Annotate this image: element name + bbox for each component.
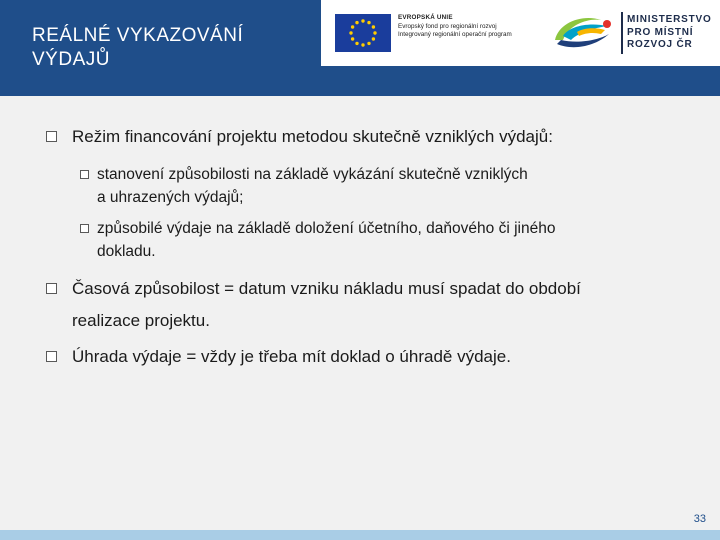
- bullet-square-icon: [46, 351, 57, 362]
- ministry-divider: [621, 12, 623, 54]
- logo-panel: [321, 0, 720, 66]
- bullet-square-icon: [80, 224, 89, 233]
- bullet-square-icon: [80, 170, 89, 179]
- bullet-square-icon: [46, 131, 57, 142]
- bullet-text: [97, 163, 528, 209]
- list-item: [46, 342, 511, 372]
- bullet-line-1: stanovení způsobilosti na základě vykázání skutečně vzniklých: [97, 166, 528, 183]
- page-number: 33: [693, 513, 706, 525]
- eu-fund: Evropský fond pro regionální rozvoj: [398, 22, 497, 30]
- bullet-text: Režim financování projektu metodou skutečně vzniklých výdajů:: [72, 127, 553, 146]
- list-item: [46, 122, 553, 152]
- eu-logo-text: [398, 14, 548, 40]
- bullet-line-1: Časová způsobilost = datum vzniku nákladu musí spadat do období: [72, 279, 581, 298]
- eu-program: Integrovaný regionální operační program: [398, 31, 512, 38]
- eu-flag-icon: [335, 14, 391, 52]
- title-line-2: VÝDAJŮ: [32, 49, 110, 70]
- eu-name: EVROPSKÁ UNIE: [398, 14, 453, 21]
- ministry-line-1: MINISTERSTVO: [627, 14, 712, 25]
- bullet-text: [72, 273, 581, 337]
- bullet-line-2: a uhrazených výdajů;: [97, 189, 244, 206]
- bullet-line-1: způsobilé výdaje na základě doložení účetního, daňového či jiného: [97, 220, 556, 237]
- ministry-line-2: PRO MÍSTNÍ: [627, 26, 694, 38]
- bullet-line-2: dokladu.: [97, 243, 156, 260]
- ministry-logo-icon: [549, 10, 617, 56]
- slide-title: [32, 24, 302, 72]
- list-item: [80, 163, 528, 209]
- bullet-text: Úhrada výdaje = vždy je třeba mít doklad o úhradě výdaje.: [72, 347, 511, 366]
- bullet-text: [97, 217, 555, 263]
- bullet-square-icon: [46, 283, 57, 294]
- footer-bar: [0, 530, 720, 540]
- title-line-1: REÁLNÉ VYKAZOVÁNÍ: [32, 25, 244, 46]
- bullet-line-2: realizace projektu.: [72, 311, 210, 330]
- ministry-logo-text: [627, 14, 717, 52]
- list-item: [80, 217, 555, 263]
- list-item: [46, 273, 581, 337]
- ministry-line-3: ROZVOJ ČR: [627, 39, 693, 50]
